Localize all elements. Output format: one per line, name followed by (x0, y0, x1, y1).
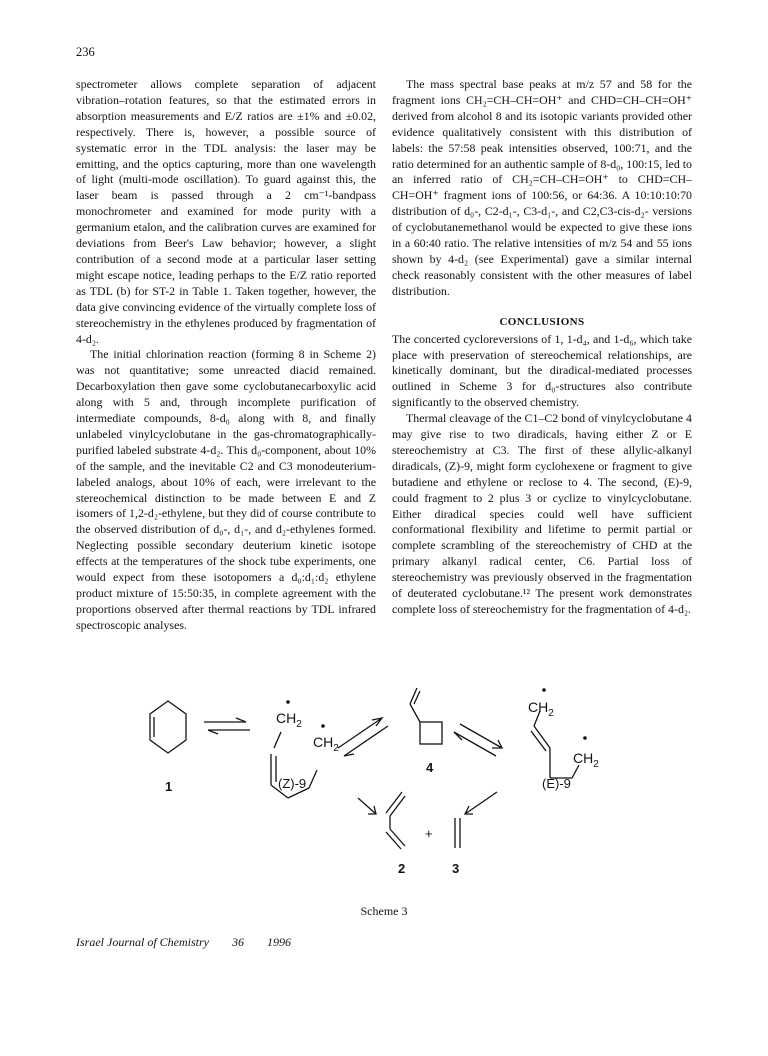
section-heading: CONCLUSIONS (499, 315, 585, 328)
vinylcyclobutane-structure (420, 722, 442, 744)
paragraph: The initial chlorination reaction (forming 8 in Scheme 2) was not quantitative; some unreacted diacid remained. Decarboxylation then gave some cyclobutanecarboxylic acid along with 5 and, through incomplete purification of intermediate compounds, 8-d₀ along with 8, and finally unlabeled vinylcyclobutane in the gas-chromatographically-purified labeled substrate 4-d₂. This d₀-component, about 10% of the sample, and the inevitable C2 and C3 monodeuterium-labeled analogs, about 10% of each, were irrelevant to the stereochemical distinction to be made between E and Z isomers of 1,2-d₂-ethylene, but they did of course contribute to the observed distribution of d₀-, d₁-, and d₂-ethylenes formed. Neglecting possible secondary deuterium kinetic isotope effects at the temperatures of the shock tube experiments, one would expect from these isotopomers a d₀:d₁:d₂ ethylene product mixture of 15:50:35, in complete agreement with the proportions observed after thermal reactions by TDL infrared spectroscopic analyses. (76, 347, 376, 632)
paragraph: spectrometer allows complete separation of adjacent vibration–rotation features, so that the estimated errors in absorption measurements and E/Z ratios are ±1% and ±0.02, respectively. There is, however, a possible source of systematic error in the TDL analysis: the laser may be emitting, and the optics capturing, more than one wavelength of light (multi-mode oscillation). To guard against this, the laser beam is passed through a 2 cm⁻¹-bandpass monochrometer and examined for mode purity with a germanium etalon, and the calibration curves are examined for deviations from Beer's Law behavior; however, a slight contribution of a second mode at a particular laser setting might escape notice, leading perhaps to the E/Z ratio reported as TDL (b) for ST-2 in Table 1. Taken together, however, the data give convincing evidence of the virtually complete loss of stereochemistry in the ethylenes produced by fragmentation of 4-d₂. (76, 77, 376, 346)
equilibrium-arrow (338, 718, 382, 748)
ch2-group: $CH_2$ (276, 710, 302, 730)
left-column (76, 77, 376, 634)
scheme-caption: Scheme 3 (360, 904, 408, 918)
ch2-group: $CH_2$ (573, 750, 599, 770)
journal-name: Israel Journal of Chemistry (76, 935, 209, 949)
compound-label: 2 (398, 861, 406, 876)
compound-label: 1 (165, 779, 173, 794)
plus-sign: + (425, 826, 433, 841)
reaction-scheme (76, 688, 696, 888)
radical-dot (542, 688, 546, 692)
radical-dot (286, 700, 290, 704)
compound-label: (Z)-9 (278, 776, 307, 791)
paragraph: The mass spectral base peaks at m/z 57 and 58 for the fragment ions CH₂=CH–CH=OH⁺ and CHD=CH–CH=OH⁺ derived from alcohol 8 and its isotopic variants provided other evidence qualitatively consistent with this distribution of labels: the 57:58 peak intensities observed, 100:71, and the ratio determined for an authentic sample of 8-d₀, 100:15, led to an inferred ratio of CH₂=CH–CH=OH⁺ to CHD=CH–CH=OH⁺ fragment ions of 100:56, or 64:36. A 10:10:10:70 distribution of d₀-, C2-d₁-, C3-d₁-, and C2,C3-cis-d₂- versions of cyclobutanemethanol would be expected to give these ions in a 60:40 ratio. The relative intensities of m/z 54 and 55 ions shown by 4-d₂ (see Experimental) gave a similar internal check reasonably consistent with the other measures of label distribution. (392, 77, 693, 298)
journal-volume: 36 (232, 935, 244, 949)
compound-label: 3 (452, 861, 460, 876)
cyclohexene-structure (150, 701, 186, 753)
paragraph: The concerted cycloreversions of 1, 1-d₄, and 1-d₆, which take place with preservation of stereochemical relationships, are kinetically dominant, but the diradical-mediated processes outlined in Scheme 3 for d₀-structures also contribute significantly to the observed chemistry. (392, 331, 692, 410)
radical-dot (321, 724, 325, 728)
page-number: 236 (76, 45, 95, 59)
footer (76, 935, 311, 950)
ch2-group: $CH_2$ (528, 699, 554, 719)
reaction-arrow (358, 798, 376, 814)
z9-structure (274, 732, 281, 748)
ch2-group: $CH_2$ (313, 734, 339, 754)
journal-year: 1996 (267, 935, 291, 949)
paragraph: Thermal cleavage of the C1–C2 bond of vinylcyclobutane 4 may give rise to two diradicals, having either Z or E stereochemistry at C3. The first of these allylic-alkanyl diradicals, (Z)-9, might form cyclohexene or fragment to give butadiene and ethylene or reclose to 4. The second, (E)-9, could fragment to 2 plus 3 or cyclize to vinylcyclobutane. Either diradical species could well have sufficient conformational flexibility and lifetime to permit partial or complete scrambling of the stereochemistry of CHD at the primary alkanyl radical center, C6. Partial loss of stereochemistry was previously observed in the fragmentation of deuterated cyclobutane.¹² The present work demonstrates complete loss of stereochemistry for the fragmentation of 4-d₂. (392, 411, 692, 616)
butadiene-structure (390, 796, 405, 816)
compound-label: (E)-9 (542, 776, 571, 791)
radical-dot (583, 736, 587, 740)
reaction-arrow (465, 792, 497, 814)
equilibrium-arrow (460, 724, 502, 748)
compound-label: 4 (426, 760, 434, 775)
right-column (392, 77, 692, 618)
